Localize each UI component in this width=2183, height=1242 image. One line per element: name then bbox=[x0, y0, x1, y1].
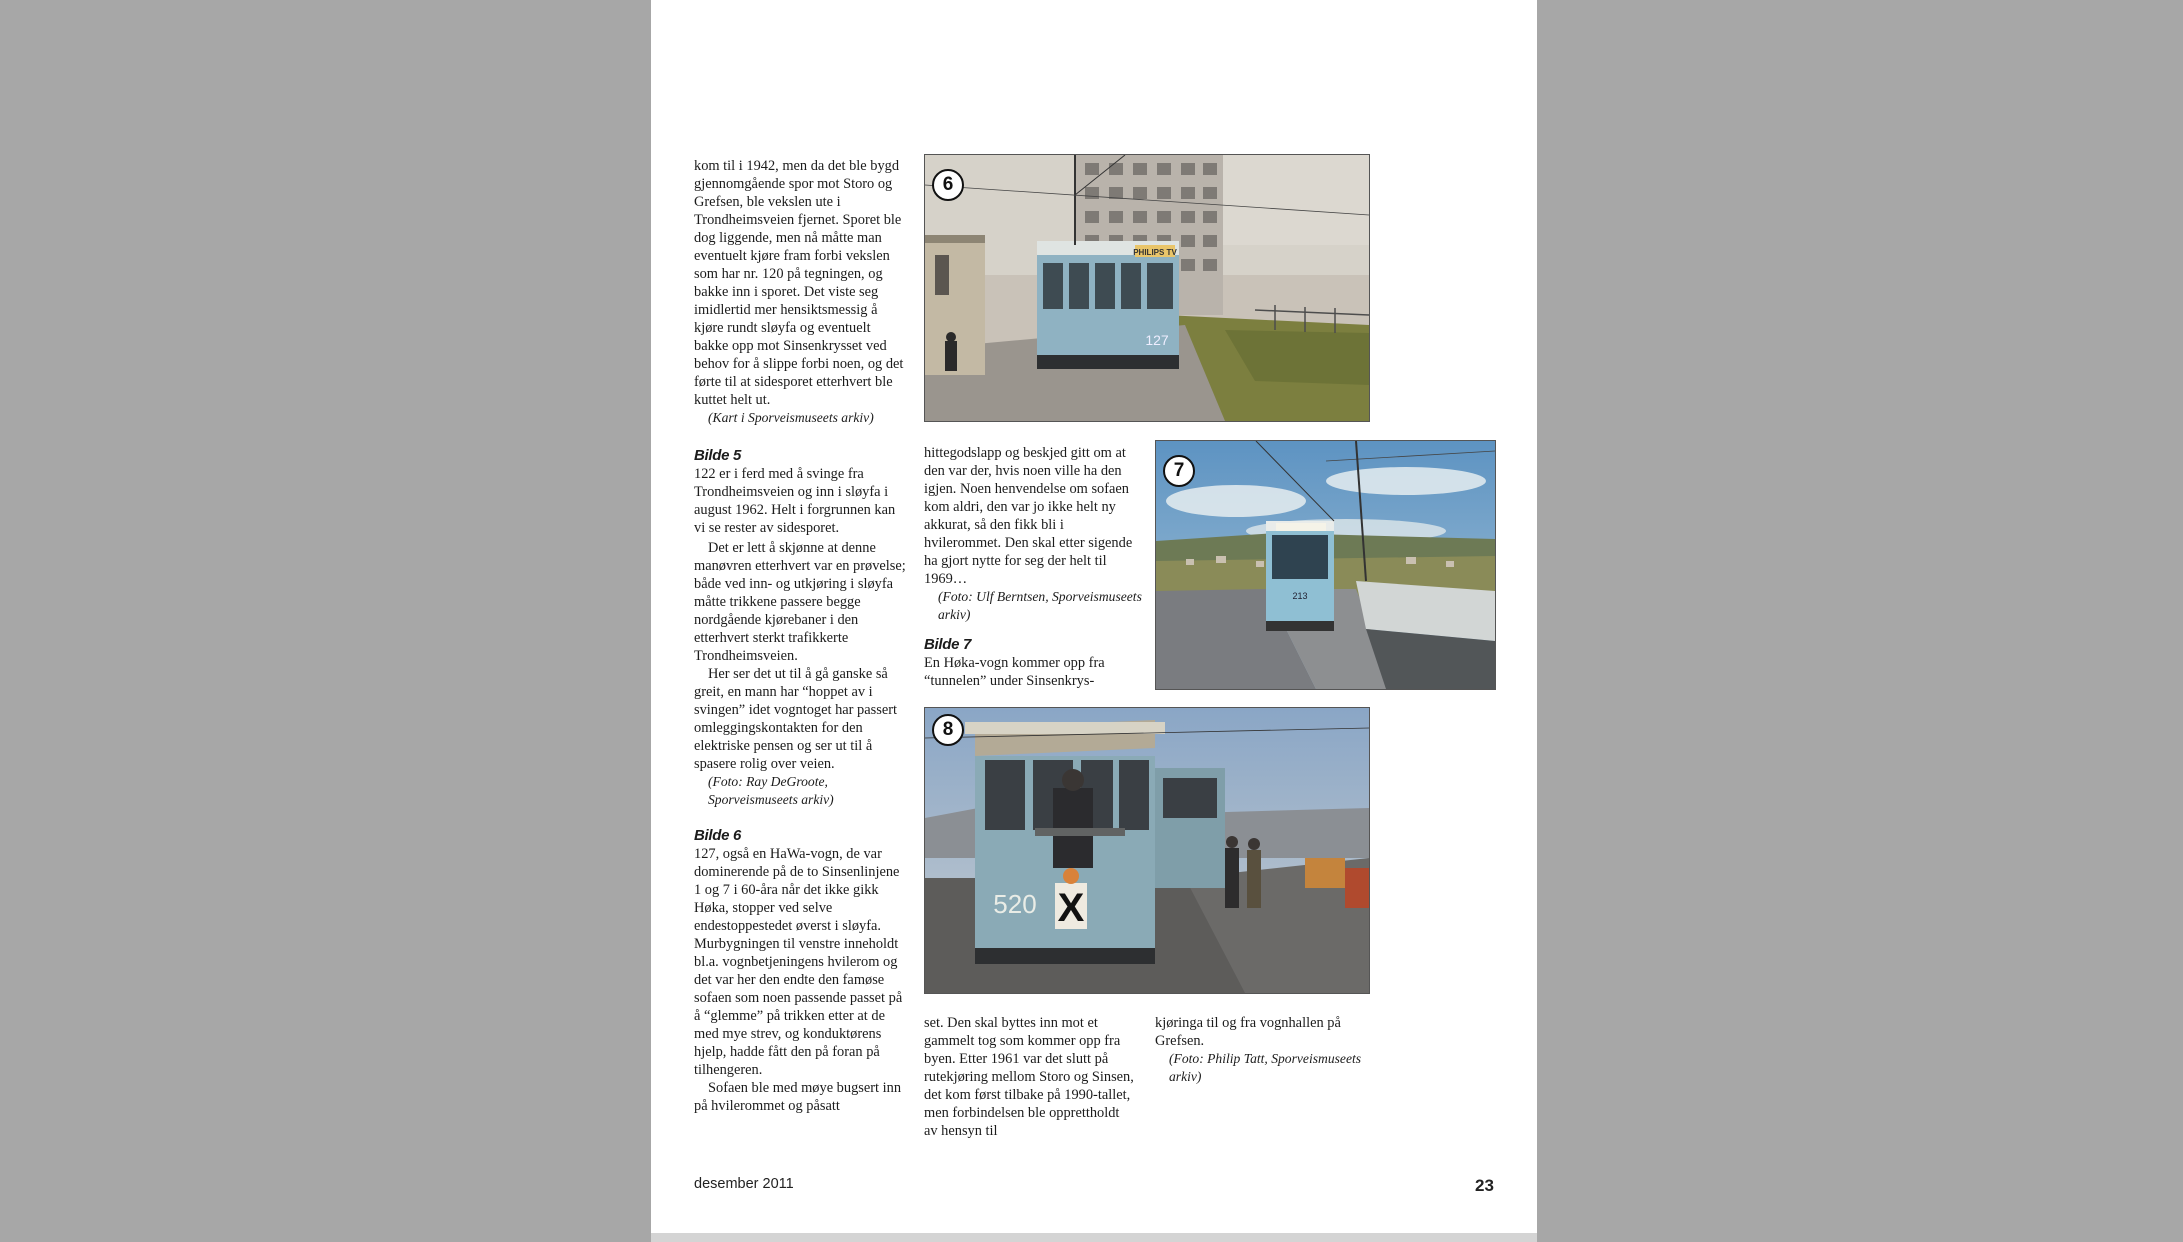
caption: (Foto: Ray DeGroote, Sporveismuseets arkiv) bbox=[708, 774, 834, 807]
text-column-1 bbox=[694, 157, 906, 1115]
paragraph: Sofaen ble med møye bugsert inn på hvilerommet og påsatt bbox=[694, 1080, 902, 1114]
tram-number: 520 bbox=[993, 889, 1037, 919]
photo-number-badge: 6 bbox=[932, 169, 964, 201]
next-page-edge bbox=[651, 1233, 1537, 1242]
route-plate: X bbox=[1057, 886, 1085, 930]
page-number: 23 bbox=[1475, 1176, 1494, 1195]
text-column-3 bbox=[1155, 1014, 1375, 1086]
paragraph: 122 er i ferd med å svinge fra Trondheimsveien og inn i sløyfa i august 1962. Helt i forgrunnen kan vi se rester av sidesporet. bbox=[694, 466, 896, 536]
paragraph: Det er lett å skjønne at denne manøvren etterhvert var en prøvelse; både ved inn- og utkjøring i sløyfa måtte trikkene passere begge nordgående kjørebaner i den etterhvert sterkt trafikkerte Trondheimsveien. bbox=[694, 540, 906, 664]
paragraph: hittegodslapp og beskjed gitt om at den var der, hvis noen ville ha den igjen. Noen henvendelse om sofaen kom aldri, den var jo ikke helt ny akkurat, så den fikk bli i hvilerommet. Den skal etter sigende ha gjort nytte for seg der helt til 1969… bbox=[924, 445, 1133, 587]
paragraph: En Høka-vogn kommer opp fra “tunnelen” under Sinsenkrys- bbox=[924, 655, 1105, 689]
document-page bbox=[651, 0, 1537, 1233]
paragraph: kjøringa til og fra vognhallen på Grefsen. bbox=[1155, 1015, 1341, 1049]
photo-number-badge: 7 bbox=[1163, 455, 1195, 487]
photo-7-image bbox=[1156, 441, 1495, 689]
photo-8-image bbox=[925, 708, 1369, 993]
heading-bilde-5: Bilde 5 bbox=[694, 447, 742, 464]
photo-8 bbox=[924, 707, 1370, 994]
photo-6 bbox=[924, 154, 1370, 422]
caption: (Foto: Philip Tatt, Sporveismuseets arkiv) bbox=[1169, 1051, 1362, 1084]
caption: (Foto: Ulf Berntsen, Sporveismuseets arkiv) bbox=[938, 589, 1142, 622]
paragraph: set. Den skal byttes inn mot et gammelt tog som kommer opp fra byen. Etter 1961 var det slutt på rutekjøring mellom Storo og Sinsen, det kom først tilbake på 1990-tallet, men forbindelsen ble opprettholdt av hensyn til bbox=[924, 1015, 1134, 1139]
photo-7 bbox=[1155, 440, 1496, 690]
photo-6-image bbox=[925, 155, 1369, 421]
paragraph: kom til i 1942, men da det ble bygd gjennomgående spor mot Storo og Grefsen, ble vekslen ute i Trondheimsveien fjernet. Sporet ble dog liggende, men nå måtte man eventuelt kjøre fram forbi vekslen som har nr. 120 på tegningen, og bakke inn i sporet. Det viste seg imidlertid mer hensiktsmessig å kjøre rundt sløyfa og eventuelt bakke opp mot Sinsenkrysset ved behov for å slippe forbi noen, og det førte til at sidesporet etterhvert ble kuttet helt ut. bbox=[694, 158, 904, 408]
paragraph: 127, også en HaWa-vogn, de var dominerende på de to Sinsenlinjene 1 og 7 i 60-åra når det ikke gikk Høka, stopper ved selve endestoppestedet øverst i sløyfa. Murbygningen til venstre inneholdt bl.a. vognbetjeningens hvilerom og det var her den endte den famøse sofaen som noen passende passet på å “glemme” på trikken etter at de med mye strev, og konduktørens hjelp, hadde fått den på foran på tilhengeren. bbox=[694, 846, 903, 1078]
tram-number: 213 bbox=[1292, 591, 1308, 601]
text-column-2 bbox=[924, 444, 1142, 690]
footer-date: desember 2011 bbox=[694, 1176, 794, 1192]
caption: (Kart i Sporveismuseets arkiv) bbox=[708, 410, 874, 425]
tram-sign-text: PHILIPS TV bbox=[1133, 248, 1177, 257]
heading-bilde-6: Bilde 6 bbox=[694, 827, 742, 844]
photo-number-badge: 8 bbox=[932, 714, 964, 746]
heading-bilde-7: Bilde 7 bbox=[924, 636, 972, 653]
text-column-2-continued bbox=[924, 1014, 1136, 1140]
paragraph: Her ser det ut til å gå ganske så greit, en mann har “hoppet av i svingen” idet vogntoget har passert omleggingskontakten for den elektriske pensen og ser ut til å spasere rolig over veien. bbox=[694, 666, 898, 772]
tram-number: 127 bbox=[1145, 332, 1169, 348]
